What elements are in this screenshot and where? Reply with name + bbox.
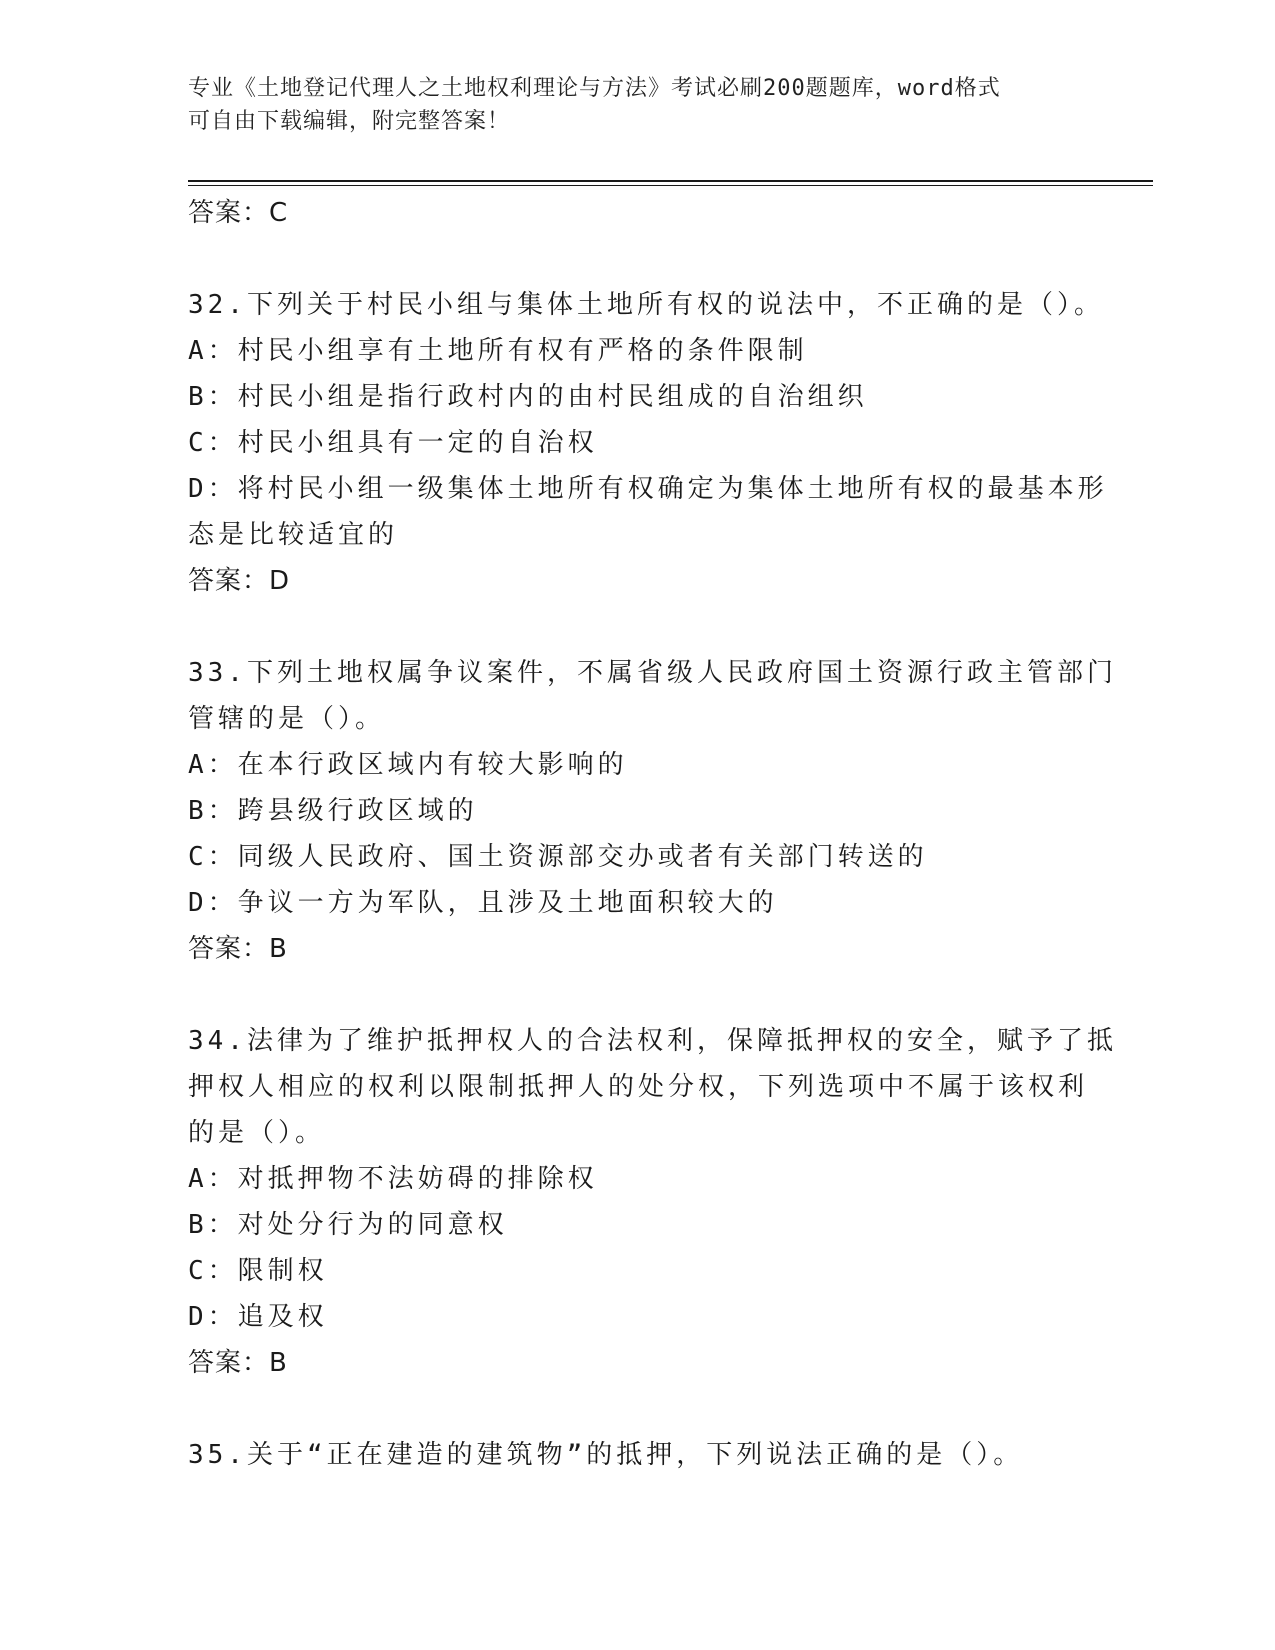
document-body (188, 190, 1117, 1478)
page-header (188, 72, 1068, 138)
option-line: A：在本行政区域内有较大影响的 (188, 750, 628, 780)
question-block (188, 1432, 1088, 1478)
option-line: C：村民小组具有一定的自治权 (188, 428, 598, 458)
question-stem-line: 押权人相应的权利以限制抵押人的处分权，下列选项中不属于该权利 (188, 1072, 1089, 1102)
answer-line: 答案：B (188, 1348, 288, 1378)
option-line: 态是比较适宜的 (188, 520, 399, 550)
question-stem-line: 32.下列关于村民小组与集体土地所有权的说法中，不正确的是（）。 (188, 290, 1104, 320)
header-line-2: 可自由下载编辑，附完整答案！ (188, 109, 511, 134)
option-line: A：村民小组享有土地所有权有严格的条件限制 (188, 336, 808, 366)
option-line: B：跨县级行政区域的 (188, 796, 478, 826)
header-rule-thick (188, 180, 1153, 182)
option-line: D：将村民小组一级集体土地所有权确定为集体土地所有权的最基本形 (188, 474, 1108, 504)
question-block (188, 1018, 1117, 1386)
question-block (188, 650, 1117, 972)
question-block (188, 282, 1108, 604)
option-line: A：对抵押物不法妨碍的排除权 (188, 1164, 598, 1194)
question-list (188, 282, 1117, 1478)
header-rule-thin (188, 185, 1153, 186)
question-stem-line: 35.关于“正在建造的建筑物”的抵押，下列说法正确的是（）。 (188, 1440, 1024, 1470)
answer-line: 答案：B (188, 934, 288, 964)
option-line: D：争议一方为军队，且涉及土地面积较大的 (188, 888, 778, 918)
question-stem-line: 管辖的是（）。 (188, 704, 386, 734)
option-line: C：限制权 (188, 1256, 328, 1286)
option-line: B：对处分行为的同意权 (188, 1210, 508, 1240)
header-line-1: 专业《土地登记代理人之土地权利理论与方法》考试必刷200题题库，word格式 (188, 76, 1001, 101)
option-line: B：村民小组是指行政村内的由村民组成的自治组织 (188, 382, 868, 412)
question-stem-line: 34.法律为了维护抵押权人的合法权利，保障抵押权的安全，赋予了抵 (188, 1026, 1117, 1056)
option-line: D：追及权 (188, 1302, 328, 1332)
option-line: C：同级人民政府、国土资源部交办或者有关部门转送的 (188, 842, 928, 872)
answer-line: 答案：D (188, 566, 291, 596)
answer-line: 答案：C (188, 198, 289, 228)
question-stem-line: 的是（）。 (188, 1118, 326, 1148)
question-stem-line: 33.下列土地权属争议案件，不属省级人民政府国土资源行政主管部门 (188, 658, 1117, 688)
